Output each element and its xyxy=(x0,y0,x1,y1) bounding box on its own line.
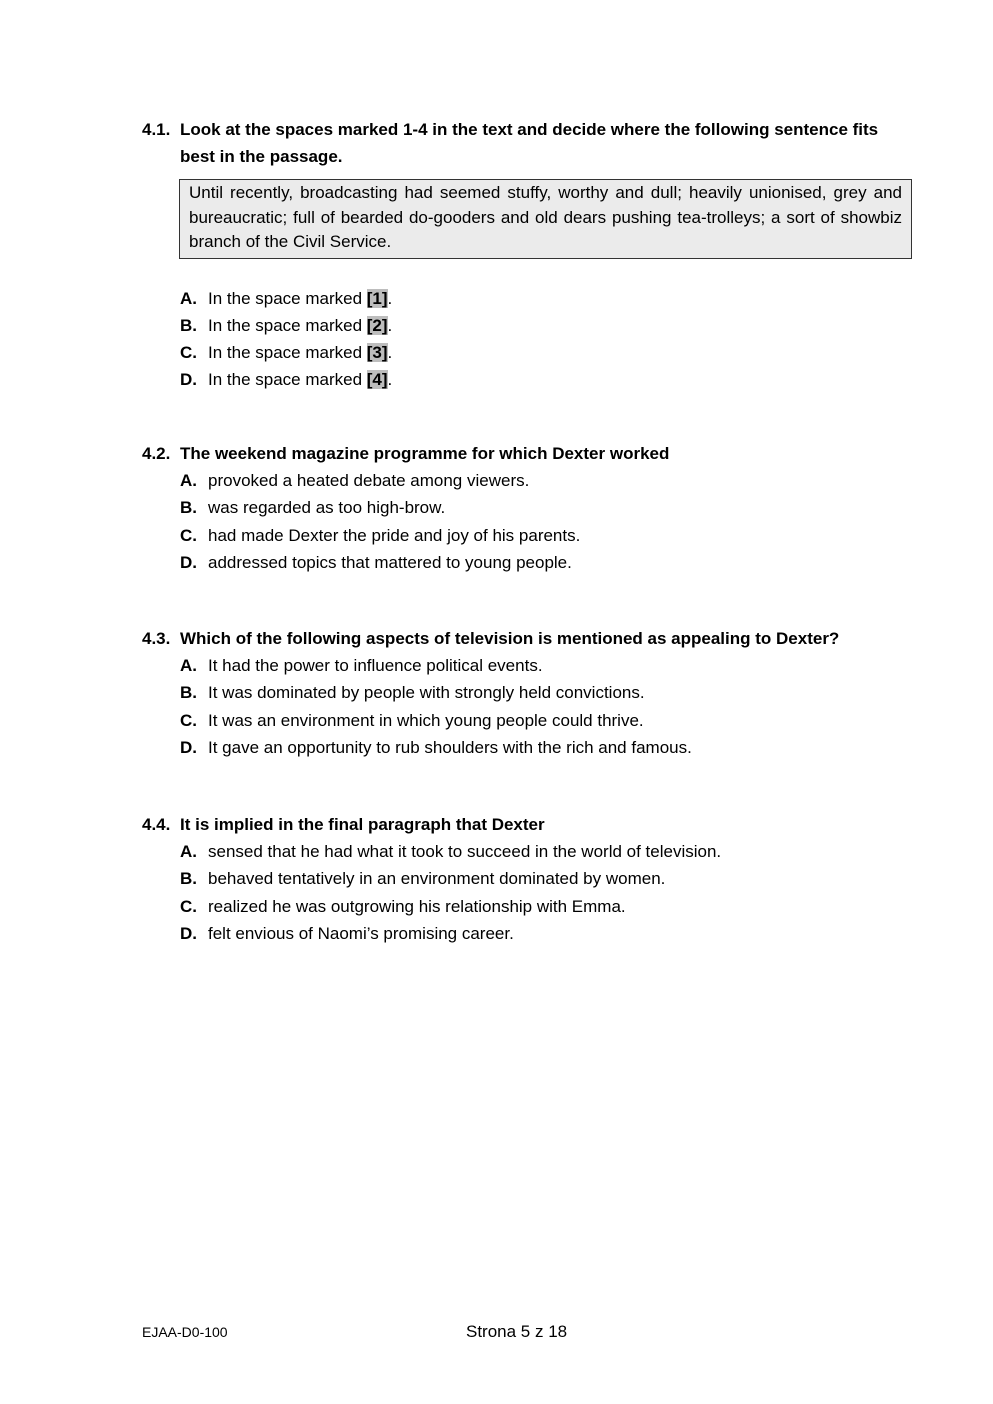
option-letter: C. xyxy=(180,525,197,545)
option-text: It was dominated by people with strongly held convictions. xyxy=(208,683,645,703)
option-text: It gave an opportunity to rub shoulders with the rich and famous. xyxy=(208,737,692,757)
answer-option-c[interactable] xyxy=(180,707,912,734)
question-number: 4.4. xyxy=(142,815,171,834)
answer-option-a[interactable] xyxy=(180,467,912,494)
question-4-3 xyxy=(142,625,912,761)
question-4-4 xyxy=(142,811,912,947)
question-header xyxy=(142,116,912,170)
answer-option-a[interactable] xyxy=(180,652,912,679)
answer-options xyxy=(142,467,912,576)
option-text: was regarded as too high-brow. xyxy=(208,498,446,518)
option-letter: A. xyxy=(180,842,197,861)
question-4-1 xyxy=(142,116,912,394)
option-letter: A. xyxy=(180,471,197,490)
option-letter: C. xyxy=(180,896,197,916)
question-number: 4.2. xyxy=(142,444,171,463)
question-4-2 xyxy=(142,440,912,576)
option-text: realized he was outgrowing his relationship with Emma. xyxy=(208,896,626,916)
option-letter: A. xyxy=(180,288,197,308)
option-text: In the space marked [1]. xyxy=(208,288,393,308)
option-letter: D. xyxy=(180,552,197,572)
option-text: In the space marked [4]. xyxy=(208,370,393,390)
question-header xyxy=(142,811,912,838)
option-letter: D. xyxy=(180,370,197,390)
option-text: In the space marked [3]. xyxy=(208,343,393,363)
answer-option-c[interactable] xyxy=(180,339,912,366)
question-stem: Look at the spaces marked 1-4 in the text and decide where the following sentence fits best in the passage. xyxy=(180,120,879,166)
answer-option-a[interactable] xyxy=(180,838,912,865)
answer-option-c[interactable] xyxy=(180,522,912,549)
answer-option-a[interactable] xyxy=(180,285,912,312)
gap-marker: [2] xyxy=(366,315,388,335)
option-text: In the space marked [2]. xyxy=(208,315,393,335)
sentence-extract-box: Until recently, broadcasting had seemed stuffy, worthy and dull; heavily unionised, grey and bureaucratic; full of bearded do-gooders and old dears pushing tea-trolleys; a sort of showbiz branch of the Civil Service. xyxy=(179,179,912,259)
option-letter: B. xyxy=(180,498,197,518)
answer-option-d[interactable] xyxy=(180,549,912,576)
answer-options xyxy=(142,285,912,394)
answer-options xyxy=(142,838,912,947)
option-text: sensed that he had what it took to succeed in the world of television. xyxy=(208,842,722,861)
question-stem: It is implied in the final paragraph that Dexter xyxy=(180,815,545,834)
answer-option-c[interactable] xyxy=(180,893,912,920)
answer-option-d[interactable] xyxy=(180,920,912,947)
question-number: 4.3. xyxy=(142,629,171,648)
gap-marker: [1] xyxy=(366,288,388,308)
option-letter: D. xyxy=(180,923,197,943)
gap-marker: [4] xyxy=(366,370,388,390)
option-letter: C. xyxy=(180,343,197,363)
option-letter: A. xyxy=(180,656,197,675)
option-text: addressed topics that mattered to young people. xyxy=(208,552,572,572)
gap-marker: [3] xyxy=(366,343,388,363)
answer-option-b[interactable] xyxy=(180,865,912,892)
question-header xyxy=(142,440,912,467)
answer-option-d[interactable] xyxy=(180,734,912,761)
option-text: provoked a heated debate among viewers. xyxy=(208,471,530,490)
option-text: It had the power to influence political events. xyxy=(208,656,543,675)
option-text: had made Dexter the pride and joy of his parents. xyxy=(208,525,581,545)
option-letter: B. xyxy=(180,315,197,335)
question-number: 4.1. xyxy=(142,120,171,139)
question-stem: The weekend magazine programme for which Dexter worked xyxy=(180,444,670,463)
page-number: Strona 5 z 18 xyxy=(466,1322,568,1341)
answer-option-b[interactable] xyxy=(180,679,912,706)
question-stem: Which of the following aspects of television is mentioned as appealing to Dexter? xyxy=(180,629,840,648)
option-letter: B. xyxy=(180,869,197,889)
option-text: felt envious of Naomi’s promising career. xyxy=(208,923,514,943)
answer-option-b[interactable] xyxy=(180,494,912,521)
option-text: It was an environment in which young people could thrive. xyxy=(208,710,644,730)
answer-option-b[interactable] xyxy=(180,312,912,339)
answer-option-d[interactable] xyxy=(180,366,912,393)
option-letter: B. xyxy=(180,683,197,703)
option-letter: C. xyxy=(180,710,197,730)
question-header xyxy=(142,625,912,652)
option-text: behaved tentatively in an environment dominated by women. xyxy=(208,869,666,889)
answer-options xyxy=(142,652,912,761)
exam-code: EJAA-D0-100 xyxy=(142,1324,228,1340)
option-letter: D. xyxy=(180,737,197,757)
